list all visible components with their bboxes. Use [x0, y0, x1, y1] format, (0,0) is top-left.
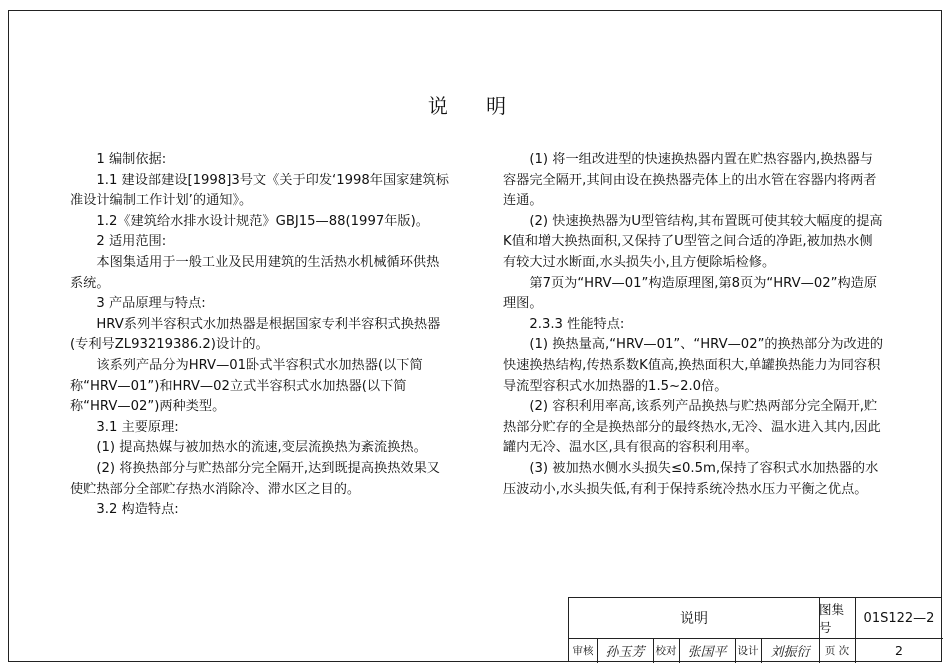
- atlas-label: 图集号: [819, 602, 845, 635]
- atlas-number: 01S122—2: [863, 610, 935, 626]
- paragraph: 3.2 构造特点:: [96, 502, 179, 518]
- design-label: 设计: [737, 645, 759, 657]
- check-signature: 张国平: [687, 645, 727, 660]
- paragraph: 第7页为“HRV—01”构造原理图,第8页为“HRV—02”构造原理图。: [503, 275, 878, 312]
- paragraph: 3.1 主要原理:: [96, 419, 179, 435]
- paragraph: 2.3.3 性能特点:: [529, 316, 625, 332]
- paragraph: 1 编制依据:: [96, 152, 167, 167]
- paragraph: (1) 提高热媒与被加热水的流速,变层流换热为紊流换热。: [96, 440, 427, 456]
- paragraph: 1.1 建设部建设[1998]3号文《关于印发‘1998年国家建筑标准设计编制工作计划’的通知》。: [70, 172, 449, 209]
- paragraph: (2) 容积利用率高,该系列产品换热与贮热两部分完全隔开,贮热部分贮存的全是换热部分的最终热水,无冷、温水进入其内,因此罐内无冷、温水区,具有很高的容积利用率。: [503, 399, 881, 456]
- paragraph: (1) 换热量高,“HRV—01”、“HRV—02”的换热部分为改进的快速换热结构,传热系数K值高,换热面积大,单罐换热能力为同容积导流型容积式水加热器的1.5~2.0倍。: [503, 337, 884, 394]
- paragraph: 1.2《建筑给水排水设计规范》GBJ15—88(1997年版)。: [96, 213, 429, 229]
- paragraph: HRV系列半容积式水加热器是根据国家专利半容积式换热器(专利号ZL93219386.2)设计的。: [70, 316, 441, 353]
- paragraph: 本图集适用于一般工业及民用建筑的生活热水机械循环供热系统。: [70, 254, 440, 291]
- page-title: 说 明: [427, 94, 523, 118]
- paragraph: (2) 将换热部分与贮热部分完全隔开,达到既提高换热效果又使贮热部分全部贮存热水消除冷、滞水区之目的。: [70, 460, 440, 497]
- paragraph: (1) 将一组改进型的快速换热器内置在贮热容器内,换热器与容器完全隔开,其间由设在换热器壳体上的出水管在容器内将两者连通。: [503, 152, 877, 209]
- right-column: [503, 150, 885, 500]
- review-label: 审核: [572, 645, 594, 657]
- page-number: 2: [895, 643, 903, 658]
- paragraph: 该系列产品分为HRV—01卧式半容积式水加热器(以下简称“HRV—01”)和HRV—02立式半容积式水加热器(以下简称“HRV—02”)两种类型。: [70, 357, 423, 415]
- page-label: 页 次: [824, 645, 850, 657]
- paragraph: (3) 被加热水侧水头损失≤0.5m,保持了容积式水加热器的水压波动小,水头损失低,有利于保持系统冷热水压力平衡之优点。: [503, 460, 879, 497]
- review-signature: 孙玉芳: [605, 645, 645, 660]
- paragraph: 2 适用范围:: [96, 234, 167, 250]
- left-column: [70, 150, 450, 521]
- drawing-title: 说明: [680, 611, 708, 627]
- paragraph: (2) 快速换热器为U型管结构,其布置既可使其较大幅度的提高K值和增大换热面积,又保持了U型管之间合适的净距,被加热水侧有较大过水断面,水头损失小,且方便除垢检修。: [503, 213, 883, 270]
- paragraph: 3 产品原理与特点:: [96, 296, 206, 312]
- design-signature: 刘振衍: [770, 645, 810, 660]
- title-block: [568, 597, 942, 662]
- check-label: 校对: [655, 645, 677, 657]
